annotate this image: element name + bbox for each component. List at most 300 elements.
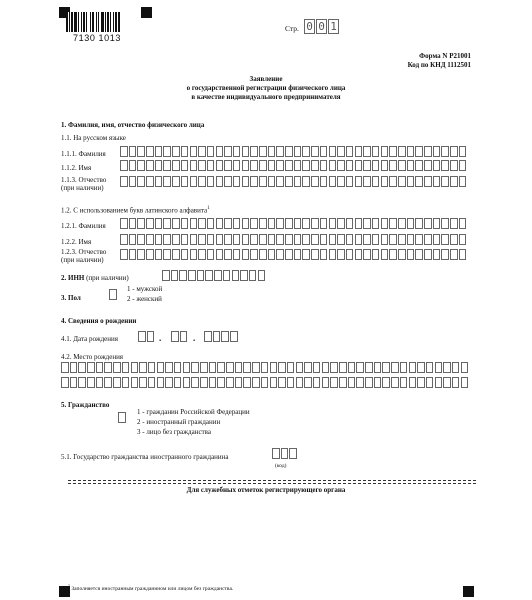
inn-field[interactable] [162, 270, 266, 281]
input-cell[interactable] [441, 218, 449, 229]
input-cell[interactable] [172, 176, 180, 187]
input-cell[interactable] [285, 249, 293, 260]
input-cell[interactable] [417, 362, 425, 373]
input-cell[interactable] [285, 146, 293, 157]
birth-year-field[interactable] [204, 331, 239, 342]
input-cell[interactable] [294, 176, 302, 187]
input-cell[interactable] [441, 249, 449, 260]
input-cell[interactable] [224, 160, 232, 171]
input-cell[interactable] [270, 362, 278, 373]
input-cell[interactable] [120, 146, 128, 157]
input-cell[interactable] [268, 249, 276, 260]
input-cell[interactable] [163, 218, 171, 229]
input-cell[interactable] [346, 176, 354, 187]
input-cell[interactable] [441, 146, 449, 157]
input-cell[interactable] [226, 377, 234, 388]
input-cell[interactable] [441, 160, 449, 171]
input-cell[interactable] [120, 234, 128, 245]
input-cell[interactable] [233, 160, 241, 171]
input-cell[interactable] [216, 160, 224, 171]
input-cell[interactable] [389, 160, 397, 171]
input-cell[interactable] [87, 362, 95, 373]
birth-month-field[interactable] [171, 331, 188, 342]
input-cell[interactable] [242, 234, 250, 245]
input-cell[interactable] [285, 234, 293, 245]
input-cell[interactable] [330, 362, 338, 373]
input-cell[interactable] [302, 234, 310, 245]
input-cell[interactable] [294, 249, 302, 260]
input-cell[interactable] [250, 160, 258, 171]
input-cell[interactable] [171, 331, 179, 342]
input-cell[interactable] [391, 362, 399, 373]
input-cell[interactable] [96, 377, 104, 388]
input-cell[interactable] [155, 176, 163, 187]
input-cell[interactable] [233, 234, 241, 245]
input-cell[interactable] [278, 362, 286, 373]
input-cell[interactable] [259, 234, 267, 245]
input-cell[interactable] [372, 146, 380, 157]
input-cell[interactable] [356, 377, 364, 388]
input-cell[interactable] [162, 270, 170, 281]
input-cell[interactable] [287, 377, 295, 388]
input-cell[interactable] [207, 249, 215, 260]
input-cell[interactable] [409, 362, 417, 373]
input-cell[interactable] [148, 362, 156, 373]
birth-place-field-row2[interactable] [61, 377, 469, 388]
input-cell[interactable] [120, 176, 128, 187]
input-cell[interactable] [407, 218, 415, 229]
input-cell[interactable] [216, 234, 224, 245]
input-cell[interactable] [146, 218, 154, 229]
input-cell[interactable] [329, 234, 337, 245]
input-cell[interactable] [181, 176, 189, 187]
input-cell[interactable] [129, 234, 137, 245]
input-cell[interactable] [242, 146, 250, 157]
input-cell[interactable] [424, 218, 432, 229]
input-cell[interactable] [207, 218, 215, 229]
input-cell[interactable] [131, 377, 139, 388]
surname-ru-field[interactable] [120, 146, 468, 157]
input-cell[interactable] [450, 176, 458, 187]
input-cell[interactable] [320, 234, 328, 245]
input-cell[interactable] [311, 176, 319, 187]
input-cell[interactable] [337, 218, 345, 229]
input-cell[interactable] [278, 377, 286, 388]
input-cell[interactable] [172, 160, 180, 171]
input-cell[interactable] [433, 218, 441, 229]
input-cell[interactable] [61, 377, 69, 388]
input-cell[interactable] [165, 362, 173, 373]
input-cell[interactable] [146, 249, 154, 260]
input-cell[interactable] [181, 146, 189, 157]
input-cell[interactable] [346, 249, 354, 260]
input-cell[interactable] [233, 176, 241, 187]
input-cell[interactable] [261, 377, 269, 388]
input-cell[interactable] [70, 377, 78, 388]
input-cell[interactable] [426, 377, 434, 388]
input-cell[interactable] [137, 249, 145, 260]
input-cell[interactable] [183, 377, 191, 388]
input-cell[interactable] [137, 218, 145, 229]
input-cell[interactable] [163, 146, 171, 157]
input-cell[interactable] [268, 160, 276, 171]
input-cell[interactable] [209, 362, 217, 373]
input-cell[interactable] [337, 176, 345, 187]
input-cell[interactable] [459, 218, 467, 229]
input-cell[interactable] [155, 218, 163, 229]
input-cell[interactable] [355, 234, 363, 245]
input-cell[interactable] [259, 160, 267, 171]
input-cell[interactable] [285, 218, 293, 229]
input-cell[interactable] [417, 377, 425, 388]
input-cell[interactable] [322, 362, 330, 373]
input-cell[interactable] [268, 176, 276, 187]
input-cell[interactable] [398, 249, 406, 260]
input-cell[interactable] [459, 160, 467, 171]
input-cell[interactable] [443, 377, 451, 388]
input-cell[interactable] [407, 176, 415, 187]
input-cell[interactable] [172, 249, 180, 260]
input-cell[interactable] [113, 377, 121, 388]
input-cell[interactable] [224, 234, 232, 245]
input-cell[interactable] [296, 362, 304, 373]
input-cell[interactable] [415, 234, 423, 245]
input-cell[interactable] [207, 160, 215, 171]
input-cell[interactable] [204, 331, 212, 342]
input-cell[interactable] [230, 331, 238, 342]
input-cell[interactable] [407, 146, 415, 157]
input-cell[interactable] [452, 377, 460, 388]
input-cell[interactable] [302, 218, 310, 229]
input-cell[interactable] [259, 218, 267, 229]
input-cell[interactable] [122, 377, 130, 388]
input-cell[interactable] [435, 362, 443, 373]
input-cell[interactable] [337, 160, 345, 171]
input-cell[interactable] [138, 331, 146, 342]
input-cell[interactable] [209, 377, 217, 388]
input-cell[interactable] [250, 218, 258, 229]
input-cell[interactable] [250, 249, 258, 260]
input-cell[interactable] [249, 270, 257, 281]
input-cell[interactable] [259, 146, 267, 157]
input-cell[interactable] [329, 160, 337, 171]
input-cell[interactable] [424, 146, 432, 157]
input-cell[interactable] [198, 146, 206, 157]
input-cell[interactable] [400, 362, 408, 373]
input-cell[interactable] [129, 249, 137, 260]
input-cell[interactable] [155, 160, 163, 171]
input-cell[interactable] [320, 160, 328, 171]
input-cell[interactable] [258, 270, 266, 281]
input-cell[interactable] [415, 218, 423, 229]
input-cell[interactable] [191, 377, 199, 388]
input-cell[interactable] [337, 249, 345, 260]
input-cell[interactable] [381, 160, 389, 171]
input-cell[interactable] [242, 218, 250, 229]
input-cell[interactable] [235, 362, 243, 373]
input-cell[interactable] [200, 362, 208, 373]
input-cell[interactable] [459, 234, 467, 245]
input-cell[interactable] [207, 146, 215, 157]
input-cell[interactable] [174, 377, 182, 388]
input-cell[interactable] [381, 234, 389, 245]
input-cell[interactable] [302, 160, 310, 171]
input-cell[interactable] [304, 377, 312, 388]
input-cell[interactable] [120, 218, 128, 229]
input-cell[interactable] [272, 448, 280, 459]
input-cell[interactable] [302, 176, 310, 187]
input-cell[interactable] [198, 160, 206, 171]
patronymic-ru-field[interactable] [120, 176, 468, 187]
input-cell[interactable] [415, 176, 423, 187]
input-cell[interactable] [96, 362, 104, 373]
input-cell[interactable] [129, 218, 137, 229]
input-cell[interactable] [450, 234, 458, 245]
input-cell[interactable] [174, 362, 182, 373]
input-cell[interactable] [165, 377, 173, 388]
input-cell[interactable] [363, 249, 371, 260]
input-cell[interactable] [339, 362, 347, 373]
input-cell[interactable] [129, 176, 137, 187]
input-cell[interactable] [129, 160, 137, 171]
input-cell[interactable] [346, 160, 354, 171]
input-cell[interactable] [268, 218, 276, 229]
input-cell[interactable] [268, 234, 276, 245]
input-cell[interactable] [198, 234, 206, 245]
input-cell[interactable] [181, 249, 189, 260]
input-cell[interactable] [441, 176, 449, 187]
input-cell[interactable] [424, 176, 432, 187]
input-cell[interactable] [205, 270, 213, 281]
input-cell[interactable] [223, 270, 231, 281]
input-cell[interactable] [355, 176, 363, 187]
input-cell[interactable] [329, 146, 337, 157]
input-cell[interactable] [389, 234, 397, 245]
input-cell[interactable] [320, 218, 328, 229]
input-cell[interactable] [365, 377, 373, 388]
input-cell[interactable] [381, 249, 389, 260]
input-cell[interactable] [363, 160, 371, 171]
input-cell[interactable] [224, 249, 232, 260]
input-cell[interactable] [217, 362, 225, 373]
input-cell[interactable] [381, 218, 389, 229]
input-cell[interactable] [433, 176, 441, 187]
input-cell[interactable] [207, 176, 215, 187]
input-cell[interactable] [355, 249, 363, 260]
input-cell[interactable] [270, 377, 278, 388]
input-cell[interactable] [188, 270, 196, 281]
input-cell[interactable] [70, 362, 78, 373]
input-cell[interactable] [433, 146, 441, 157]
input-cell[interactable] [409, 377, 417, 388]
input-cell[interactable] [329, 249, 337, 260]
input-cell[interactable] [426, 362, 434, 373]
input-cell[interactable] [355, 218, 363, 229]
input-cell[interactable] [289, 448, 297, 459]
input-cell[interactable] [172, 146, 180, 157]
input-cell[interactable] [250, 146, 258, 157]
input-cell[interactable] [424, 160, 432, 171]
input-cell[interactable] [118, 412, 126, 423]
input-cell[interactable] [346, 146, 354, 157]
input-cell[interactable] [137, 234, 145, 245]
input-cell[interactable] [180, 331, 188, 342]
input-cell[interactable] [452, 362, 460, 373]
input-cell[interactable] [302, 146, 310, 157]
input-cell[interactable] [242, 160, 250, 171]
input-cell[interactable] [294, 218, 302, 229]
input-cell[interactable] [198, 218, 206, 229]
input-cell[interactable] [276, 218, 284, 229]
input-cell[interactable] [232, 270, 240, 281]
input-cell[interactable] [441, 234, 449, 245]
input-cell[interactable] [155, 146, 163, 157]
input-cell[interactable] [233, 146, 241, 157]
input-cell[interactable] [294, 160, 302, 171]
input-cell[interactable] [374, 377, 382, 388]
input-cell[interactable] [363, 176, 371, 187]
input-cell[interactable] [459, 176, 467, 187]
input-cell[interactable] [104, 377, 112, 388]
input-cell[interactable] [459, 146, 467, 157]
input-cell[interactable] [276, 160, 284, 171]
input-cell[interactable] [243, 377, 251, 388]
citizenship-country-code-field[interactable] [272, 448, 298, 459]
input-cell[interactable] [294, 146, 302, 157]
input-cell[interactable] [389, 249, 397, 260]
input-cell[interactable] [407, 234, 415, 245]
input-cell[interactable] [337, 146, 345, 157]
input-cell[interactable] [216, 146, 224, 157]
input-cell[interactable] [87, 377, 95, 388]
input-cell[interactable] [226, 362, 234, 373]
input-cell[interactable] [355, 160, 363, 171]
input-cell[interactable] [190, 249, 198, 260]
input-cell[interactable] [311, 160, 319, 171]
input-cell[interactable] [190, 146, 198, 157]
input-cell[interactable] [216, 176, 224, 187]
input-cell[interactable] [139, 362, 147, 373]
input-cell[interactable] [382, 377, 390, 388]
input-cell[interactable] [216, 218, 224, 229]
name-lat-field[interactable] [120, 234, 468, 245]
input-cell[interactable] [190, 160, 198, 171]
input-cell[interactable] [294, 234, 302, 245]
input-cell[interactable] [250, 234, 258, 245]
input-cell[interactable] [433, 249, 441, 260]
input-cell[interactable] [137, 146, 145, 157]
input-cell[interactable] [250, 176, 258, 187]
input-cell[interactable] [198, 176, 206, 187]
input-cell[interactable] [400, 377, 408, 388]
input-cell[interactable] [233, 218, 241, 229]
input-cell[interactable] [313, 362, 321, 373]
input-cell[interactable] [171, 270, 179, 281]
input-cell[interactable] [129, 146, 137, 157]
input-cell[interactable] [120, 249, 128, 260]
input-cell[interactable] [443, 362, 451, 373]
input-cell[interactable] [240, 270, 248, 281]
input-cell[interactable] [221, 331, 229, 342]
input-cell[interactable] [259, 176, 267, 187]
input-cell[interactable] [276, 249, 284, 260]
input-cell[interactable] [137, 160, 145, 171]
input-cell[interactable] [450, 249, 458, 260]
input-cell[interactable] [461, 377, 469, 388]
input-cell[interactable] [197, 270, 205, 281]
input-cell[interactable] [78, 377, 86, 388]
input-cell[interactable] [217, 377, 225, 388]
input-cell[interactable] [337, 234, 345, 245]
input-cell[interactable] [311, 146, 319, 157]
input-cell[interactable] [131, 362, 139, 373]
input-cell[interactable] [242, 249, 250, 260]
input-cell[interactable] [450, 218, 458, 229]
input-cell[interactable] [147, 331, 155, 342]
input-cell[interactable] [372, 234, 380, 245]
input-cell[interactable] [224, 176, 232, 187]
input-cell[interactable] [252, 362, 260, 373]
input-cell[interactable] [163, 234, 171, 245]
input-cell[interactable] [372, 160, 380, 171]
input-cell[interactable] [242, 176, 250, 187]
birth-day-field[interactable] [138, 331, 155, 342]
input-cell[interactable] [415, 249, 423, 260]
input-cell[interactable] [398, 146, 406, 157]
input-cell[interactable] [415, 146, 423, 157]
input-cell[interactable] [346, 234, 354, 245]
input-cell[interactable] [224, 146, 232, 157]
input-cell[interactable] [459, 249, 467, 260]
input-cell[interactable] [261, 362, 269, 373]
input-cell[interactable] [407, 160, 415, 171]
input-cell[interactable] [398, 160, 406, 171]
input-cell[interactable] [285, 176, 293, 187]
input-cell[interactable] [104, 362, 112, 373]
input-cell[interactable] [181, 160, 189, 171]
input-cell[interactable] [374, 362, 382, 373]
input-cell[interactable] [389, 176, 397, 187]
input-cell[interactable] [113, 362, 121, 373]
input-cell[interactable] [320, 146, 328, 157]
input-cell[interactable] [172, 234, 180, 245]
input-cell[interactable] [61, 362, 69, 373]
input-cell[interactable] [372, 249, 380, 260]
input-cell[interactable] [216, 249, 224, 260]
input-cell[interactable] [346, 218, 354, 229]
input-cell[interactable] [382, 362, 390, 373]
input-cell[interactable] [424, 249, 432, 260]
input-cell[interactable] [329, 176, 337, 187]
input-cell[interactable] [365, 362, 373, 373]
input-cell[interactable] [302, 249, 310, 260]
input-cell[interactable] [163, 176, 171, 187]
input-cell[interactable] [320, 176, 328, 187]
input-cell[interactable] [157, 362, 165, 373]
input-cell[interactable] [339, 377, 347, 388]
input-cell[interactable] [78, 362, 86, 373]
input-cell[interactable] [311, 234, 319, 245]
input-cell[interactable] [287, 362, 295, 373]
input-cell[interactable] [433, 234, 441, 245]
input-cell[interactable] [224, 218, 232, 229]
input-cell[interactable] [355, 146, 363, 157]
input-cell[interactable] [122, 362, 130, 373]
sex-field[interactable] [109, 289, 118, 300]
input-cell[interactable] [183, 362, 191, 373]
input-cell[interactable] [398, 234, 406, 245]
input-cell[interactable] [381, 146, 389, 157]
